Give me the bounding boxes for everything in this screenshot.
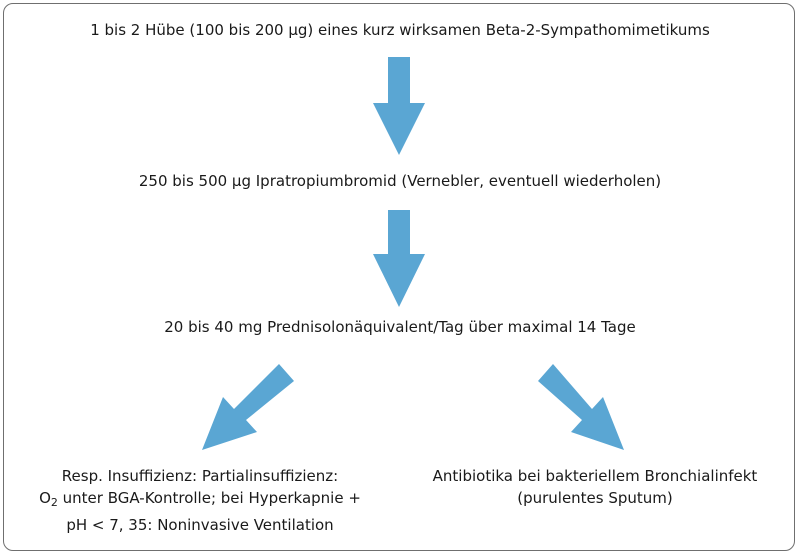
- branch-left-line-2-text: unter BGA-Kontrolle; bei Hyperkapnie +: [57, 489, 361, 507]
- down-right-arrow-icon: [538, 364, 624, 450]
- branch-right-line-1: Antibiotika bei bakteriellem Bronchialinfekt: [432, 467, 758, 485]
- down-arrow-icon-2: [373, 210, 425, 307]
- oxygen-subscript: 2: [50, 496, 58, 509]
- step-3-prednisolone: 20 bis 40 mg Prednisolonäquivalent/Tag über maximal 14 Tage: [164, 318, 636, 336]
- down-left-arrow-icon: [202, 364, 294, 450]
- oxygen-symbol: O: [39, 489, 51, 507]
- step-2-ipratropium: 250 bis 500 µg Ipratropiumbromid (Vernebler, eventuell wiederholen): [138, 172, 662, 190]
- down-arrow-icon-1: [373, 57, 425, 155]
- branch-left-line-3: pH < 7, 35: Noninvasive Ventilation: [66, 516, 334, 534]
- branch-right-line-2: (purulentes Sputum): [517, 489, 673, 507]
- branch-left-line-1: Resp. Insuffizienz: Partialinsuffizienz:: [61, 467, 339, 485]
- step-1-beta2-sympathomimetic: 1 bis 2 Hübe (100 bis 200 µg) eines kurz wirksamen Beta-2-Sympathomimetikums: [90, 21, 710, 39]
